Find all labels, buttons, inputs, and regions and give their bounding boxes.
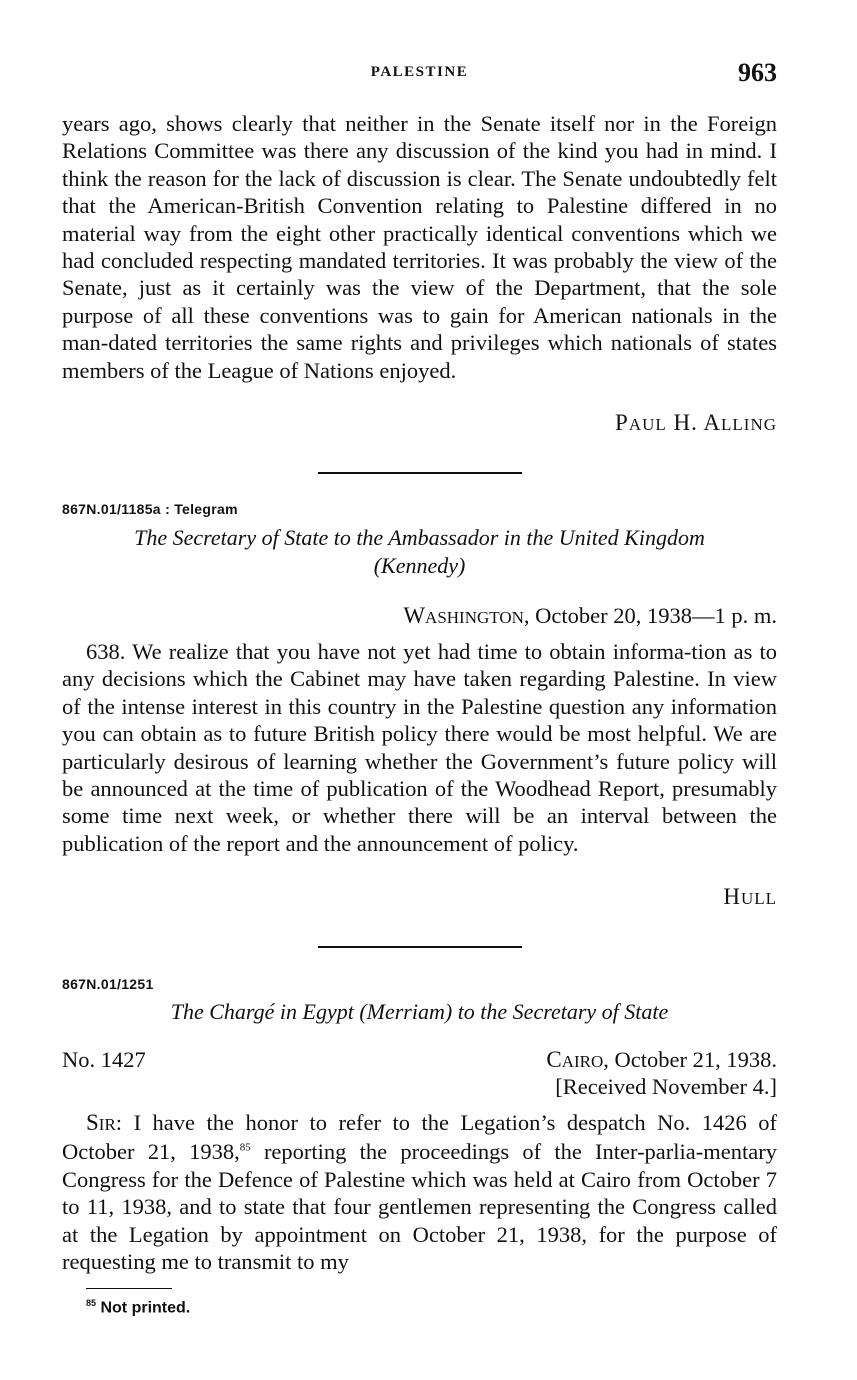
telegram-body: 638. We realize that you have not yet had time to obtain informa-tion as to any decisions which the Cabinet may have taken regarding Palestine. In view of the intense interest in this country in the Palestine question any information you can obtain as to future British policy there would be most helpful. We are particularly desirous of learning whether the Government’s future policy will be announced at the time of publication of the Woodhead Report, presumably some time next week, or whether there will be an interval between the publication of the report and the announcement of policy. — [62, 639, 777, 856]
signature-alling: PAUL H. ALLING — [615, 410, 777, 435]
document-heading — [62, 524, 777, 580]
footnote: $^{85}$ Not printed. — [86, 1298, 191, 1317]
despatch-body: SIR: I have the honor to refer to the Legation’s despatch No. 1426 of October 21, 1938,85 reporting the proceedings of the Inter-parlia-mentary Congress for the Defence of Palestine which was held at Cairo from October 7 to 11, 1938, and to state that four gentlemen representing the Congress called at the Legation by appointment on October 21, 1938, for the purpose of requesting me to transmit to my — [62, 1110, 777, 1275]
running-title: PALESTINE — [370, 64, 469, 80]
section-divider — [318, 472, 522, 474]
footnote-mark: 85 — [86, 1298, 97, 1308]
despatch-number: No. 1427 — [62, 1047, 146, 1072]
page-number: 963 — [738, 58, 777, 87]
heading-line: (Kennedy) — [373, 553, 466, 578]
section-divider — [318, 946, 522, 948]
footnote-divider — [86, 1288, 172, 1289]
document-heading: The Chargé in Egypt (Merriam) to the Secretary of State — [170, 999, 669, 1024]
received-date: [Received November 4.] — [555, 1074, 777, 1099]
heading-line: The Secretary of State to the Ambassador in the United Kingdom — [134, 525, 705, 550]
file-reference: 867N.01/1251 — [62, 976, 154, 992]
dateline: WASHINGTON, October 20, 1938—1 p. m. — [403, 603, 777, 628]
signature-hull: HULL — [723, 884, 777, 909]
running-head — [62, 60, 777, 90]
footnote-reference: 85 — [239, 1141, 251, 1154]
file-reference: 867N.01/1185a : Telegram — [62, 501, 238, 517]
dateline: CAIRO, October 21, 1938. — [546, 1047, 777, 1072]
letter-continuation-paragraph: years ago, shows clearly that neither in the Senate itself nor in the Foreign Relations Committee was there any discussion of the kind you had in mind. I think the reason for the lack of discussion is clear. The Senate undoubtedly felt that the American-British Convention relating to Palestine differed in no material way from the eight other practically identical conventions which we had concluded respecting mandated territories. It was probably the view of the Senate, just as it certainly was the view of the Department, that the sole purpose of all these conventions was to gain for American nationals in the man-dated territories the same rights and privileges which nationals of states members of the League of Nations enjoyed. — [62, 111, 777, 383]
